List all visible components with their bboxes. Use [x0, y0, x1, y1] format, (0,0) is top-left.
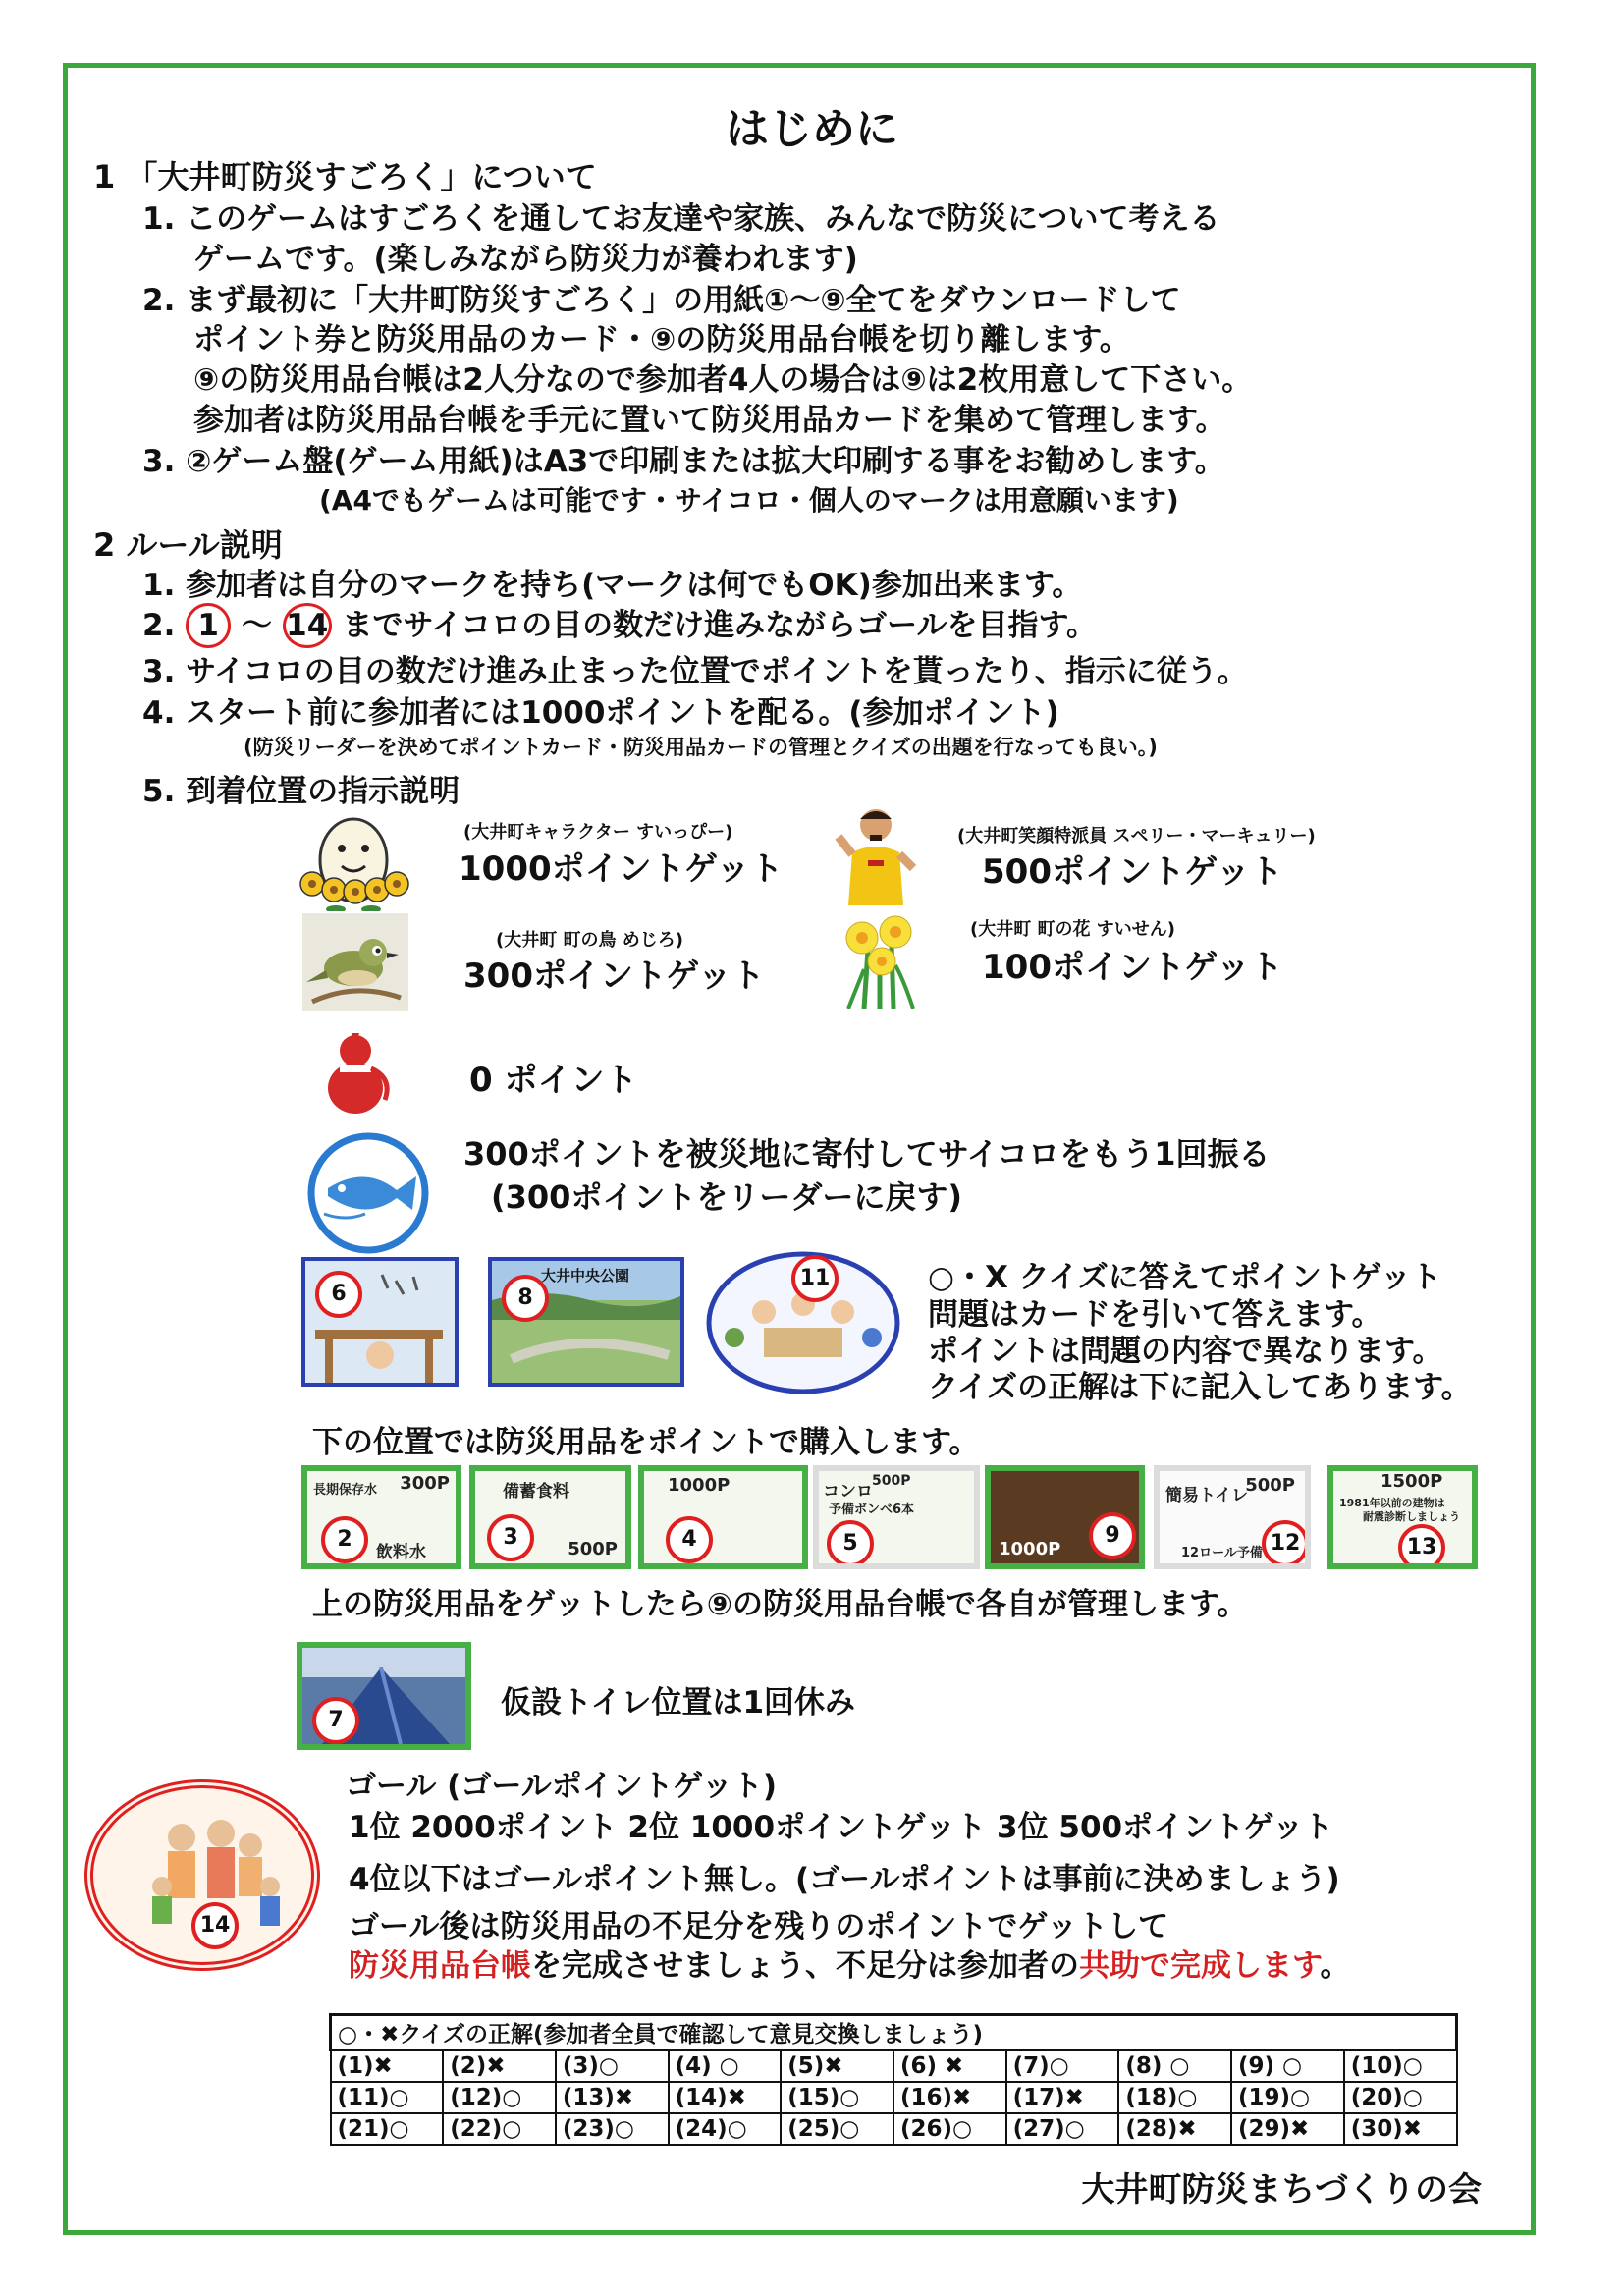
spot-number: 3: [487, 1514, 534, 1561]
answer-cell: (19)○: [1231, 2082, 1344, 2113]
answer-cell: (10)○: [1344, 2050, 1457, 2083]
answer-cell: (21)○: [331, 2113, 444, 2145]
gourd-points: 0 ポイント: [469, 1061, 638, 1100]
toilet-picture: [297, 1642, 471, 1750]
spot-number: 6: [315, 1271, 362, 1318]
supply-sub: 12ロール予備: [1181, 1546, 1263, 1560]
supply-card-water: [301, 1465, 461, 1569]
answer-cell: (14)✖: [669, 2082, 782, 2113]
donate-line-1: 300ポイントを被災地に寄付してサイコロをもう1回振る: [463, 1135, 1271, 1173]
supply-price: 1000P: [999, 1539, 1061, 1559]
supply-label: コンロ: [823, 1482, 873, 1502]
supply-card-food: [469, 1465, 631, 1569]
supply-sub: 長期保存水: [313, 1483, 378, 1498]
section1-line: (A4でもゲームは可能です・サイコロ・個人のマークは用意願います): [319, 484, 1179, 517]
answer-cell: (29)✖: [1231, 2113, 1344, 2145]
supply-sub: 耐震診断しましょう: [1363, 1510, 1460, 1523]
bird-points: 300ポイントゲット: [463, 957, 765, 996]
bird-icon: [302, 913, 408, 1011]
ambassador-icon: [835, 797, 918, 905]
flower-points: 100ポイントゲット: [982, 948, 1283, 987]
supply-price: 500P: [872, 1473, 911, 1489]
fish-donation-icon: [306, 1131, 430, 1255]
section1-line: 参加者は防災用品台帳を手元に置いて防災用品カードを集めて管理します。: [193, 403, 1226, 438]
quiz-line-4: クイズの正解は下に記入してあります。: [928, 1370, 1472, 1405]
quiz-line-2: 問題はカードを引いて答えます。: [928, 1297, 1382, 1333]
answer-cell: (23)○: [556, 2113, 669, 2145]
quiz-line-3: ポイントは問題の内容で異なります。: [928, 1334, 1443, 1369]
rule-1: 1. 参加者は自分のマークを持ち(マークは何でもOK)参加出来ます。: [142, 568, 1083, 603]
rule-4: 4. スタート前に参加者には1000ポイントを配る。(参加ポイント): [142, 695, 1059, 731]
supply-label: 簡易トイレ: [1165, 1486, 1249, 1505]
mutual-aid-highlight: 共助で完成します: [1079, 1948, 1321, 1984]
answer-cell: (7)○: [1006, 2050, 1119, 2083]
supply-card-storage: [985, 1465, 1145, 1569]
answer-cell: (15)○: [781, 2082, 893, 2113]
section1-line: 1. このゲームはすごろくを通してお友達や家族、みんなで防災について考える: [142, 201, 1220, 237]
quiz-answer-table: [329, 2013, 1458, 2146]
toilet-text: 仮設トイレ位置は1回休み: [501, 1685, 856, 1721]
rule-5: 5. 到着位置の指示説明: [142, 774, 460, 809]
spot-number: 4: [666, 1516, 713, 1563]
section1-line: ポイント券と防災用品のカード・⑨の防災用品台帳を切り離します。: [193, 322, 1130, 357]
supply-card-house: [1327, 1465, 1478, 1569]
supplies-outro: 上の防災用品をゲットしたら⑨の防災用品台帳で各自が管理します。: [312, 1587, 1248, 1622]
goal-number-circle: 14: [283, 603, 332, 648]
section2-heading: 2 ルール説明: [93, 526, 283, 564]
flower-caption: (大井町 町の花 すいせん): [970, 919, 1175, 940]
spot-number: 14: [191, 1902, 239, 1949]
answer-cell: (2)✖: [443, 2050, 556, 2083]
goal-line-4-end: 。: [1320, 1948, 1351, 1984]
mascot-icon: [293, 813, 415, 911]
rule-2-prefix: 2.: [142, 608, 176, 643]
table-row: [331, 2082, 1457, 2113]
section1-line: 2. まず最初に「大井町防災すごろく」の用紙①～⑨全てをダウンロードして: [142, 283, 1181, 318]
spot-number: 9: [1089, 1512, 1136, 1559]
rule-3: 3. サイコロの目の数だけ進み止まった位置でポイントを貰ったり、指示に従う。: [142, 654, 1248, 689]
donate-line-2: (300ポイントをリーダーに戻す): [491, 1178, 963, 1216]
spot-number: 5: [827, 1520, 874, 1567]
ledger-highlight: 防災用品台帳: [349, 1948, 531, 1984]
section1-line: ⑨の防災用品台帳は2人分なので参加者4人の場合は⑨は2枚用意して下さい。: [193, 362, 1253, 398]
supply-price: 500P: [1245, 1475, 1295, 1496]
answer-cell: (9) ○: [1231, 2050, 1344, 2083]
spot-number: 7: [312, 1697, 359, 1744]
answer-cell: (28)✖: [1118, 2113, 1231, 2145]
daffodil-icon: [835, 910, 928, 1009]
answer-cell: (3)○: [556, 2050, 669, 2083]
section1-line: 3. ②ゲーム盤(ゲーム用紙)はA3で印刷または拡大印刷する事をお勧めします。: [142, 444, 1225, 479]
goal-picture: [84, 1779, 320, 1971]
goal-line-2: 4位以下はゴールポイント無し。(ゴールポイントは事前に決めましょう): [349, 1862, 1340, 1897]
goal-line-4: [349, 1941, 1351, 1985]
answer-cell: (16)✖: [893, 2082, 1006, 2113]
table-row: [331, 2113, 1457, 2145]
rule-2-text: までサイコロの目の数だけ進みながらゴールを目指す。: [342, 608, 1098, 643]
section1-line: ゲームです。(楽しみながら防災力が養われます): [193, 242, 858, 277]
spot-number: 11: [791, 1255, 839, 1302]
park-label: 大井中央公園: [541, 1267, 630, 1285]
supply-label: 1981年以前の建物は: [1339, 1497, 1445, 1509]
quiz-picture-6: [301, 1257, 459, 1387]
answer-cell: (12)○: [443, 2082, 556, 2113]
supply-price: 500P: [568, 1539, 618, 1559]
organization-name: 大井町防災まちづくりの会: [1081, 2170, 1482, 2210]
start-number-circle: 1: [186, 603, 231, 648]
answer-cell: (17)✖: [1006, 2082, 1119, 2113]
supply-label: 備蓄食料: [503, 1482, 569, 1502]
table-row: [331, 2015, 1457, 2050]
supply-label: 飲料水: [376, 1543, 426, 1562]
spot-number: 8: [502, 1275, 549, 1322]
rule-2: [142, 600, 1097, 648]
supply-card-toilet: [1154, 1465, 1311, 1569]
goal-line-1: 1位 2000ポイント 2位 1000ポイントゲット 3位 500ポイントゲット: [349, 1810, 1334, 1845]
supply-card-kit: [638, 1465, 808, 1569]
answer-cell: (27)○: [1006, 2113, 1119, 2145]
table-row: [331, 2050, 1457, 2083]
answer-cell: (13)✖: [556, 2082, 669, 2113]
supply-price: 1000P: [668, 1475, 731, 1496]
page-title: はじめに: [726, 104, 898, 154]
character-points: 1000ポイントゲット: [459, 849, 784, 889]
spot-number: 13: [1398, 1524, 1445, 1569]
answer-cell: (25)○: [781, 2113, 893, 2145]
supply-price: 1500P: [1380, 1471, 1443, 1492]
spot-number: 2: [321, 1516, 368, 1563]
answer-cell: (30)✖: [1344, 2113, 1457, 2145]
gourd-icon: [314, 1029, 407, 1118]
answer-cell: (6) ✖: [893, 2050, 1006, 2083]
answer-cell: (24)○: [669, 2113, 782, 2145]
rule-4-note: (防災リーダーを決めてポイントカード・防災用品カードの管理とクイズの出題を行なっても良い。): [244, 736, 1158, 759]
quiz-picture-8: [488, 1257, 684, 1387]
spot-number: 12: [1262, 1520, 1309, 1567]
answer-cell: (11)○: [331, 2082, 444, 2113]
bird-caption: (大井町 町の鳥 めじろ): [496, 930, 683, 951]
ambassador-points: 500ポイントゲット: [982, 852, 1283, 892]
supplies-intro: 下の位置では防災用品をポイントで購入します。: [312, 1425, 980, 1460]
answer-cell: (5)✖: [781, 2050, 893, 2083]
rule-2-tilde: ～: [241, 608, 272, 643]
section1-heading: 1 「大井町防災すごろく」について: [93, 158, 597, 195]
answer-cell: (18)○: [1118, 2082, 1231, 2113]
supply-sub: 予備ボンベ6本: [829, 1503, 915, 1517]
goal-heading: ゴール (ゴールポイントゲット): [346, 1769, 778, 1804]
answer-cell: (20)○: [1344, 2082, 1457, 2113]
answer-cell: (26)○: [893, 2113, 1006, 2145]
goal-line-3: ゴール後は防災用品の不足分を残りのポイントでゲットして: [349, 1909, 1169, 1944]
answer-cell: (1)✖: [331, 2050, 444, 2083]
answer-table-header: ○・✖クイズの正解(参加者全員で確認して意見交換しましょう): [331, 2015, 1457, 2050]
answer-cell: (22)○: [443, 2113, 556, 2145]
quiz-line-1: ○・X クイズに答えてポイントゲット: [928, 1260, 1442, 1295]
answer-cell: (4) ○: [669, 2050, 782, 2083]
supply-card-stove: [813, 1465, 980, 1569]
answer-cell: (8) ○: [1118, 2050, 1231, 2083]
ambassador-caption: (大井町笑顔特派員 スペリー・マーキュリー): [957, 826, 1316, 847]
character-caption: (大井町キャラクター すいっぴー): [463, 822, 733, 843]
goal-line-4-middle: を完成させましょう、不足分は参加者の: [531, 1948, 1079, 1984]
supply-price: 300P: [400, 1473, 450, 1494]
